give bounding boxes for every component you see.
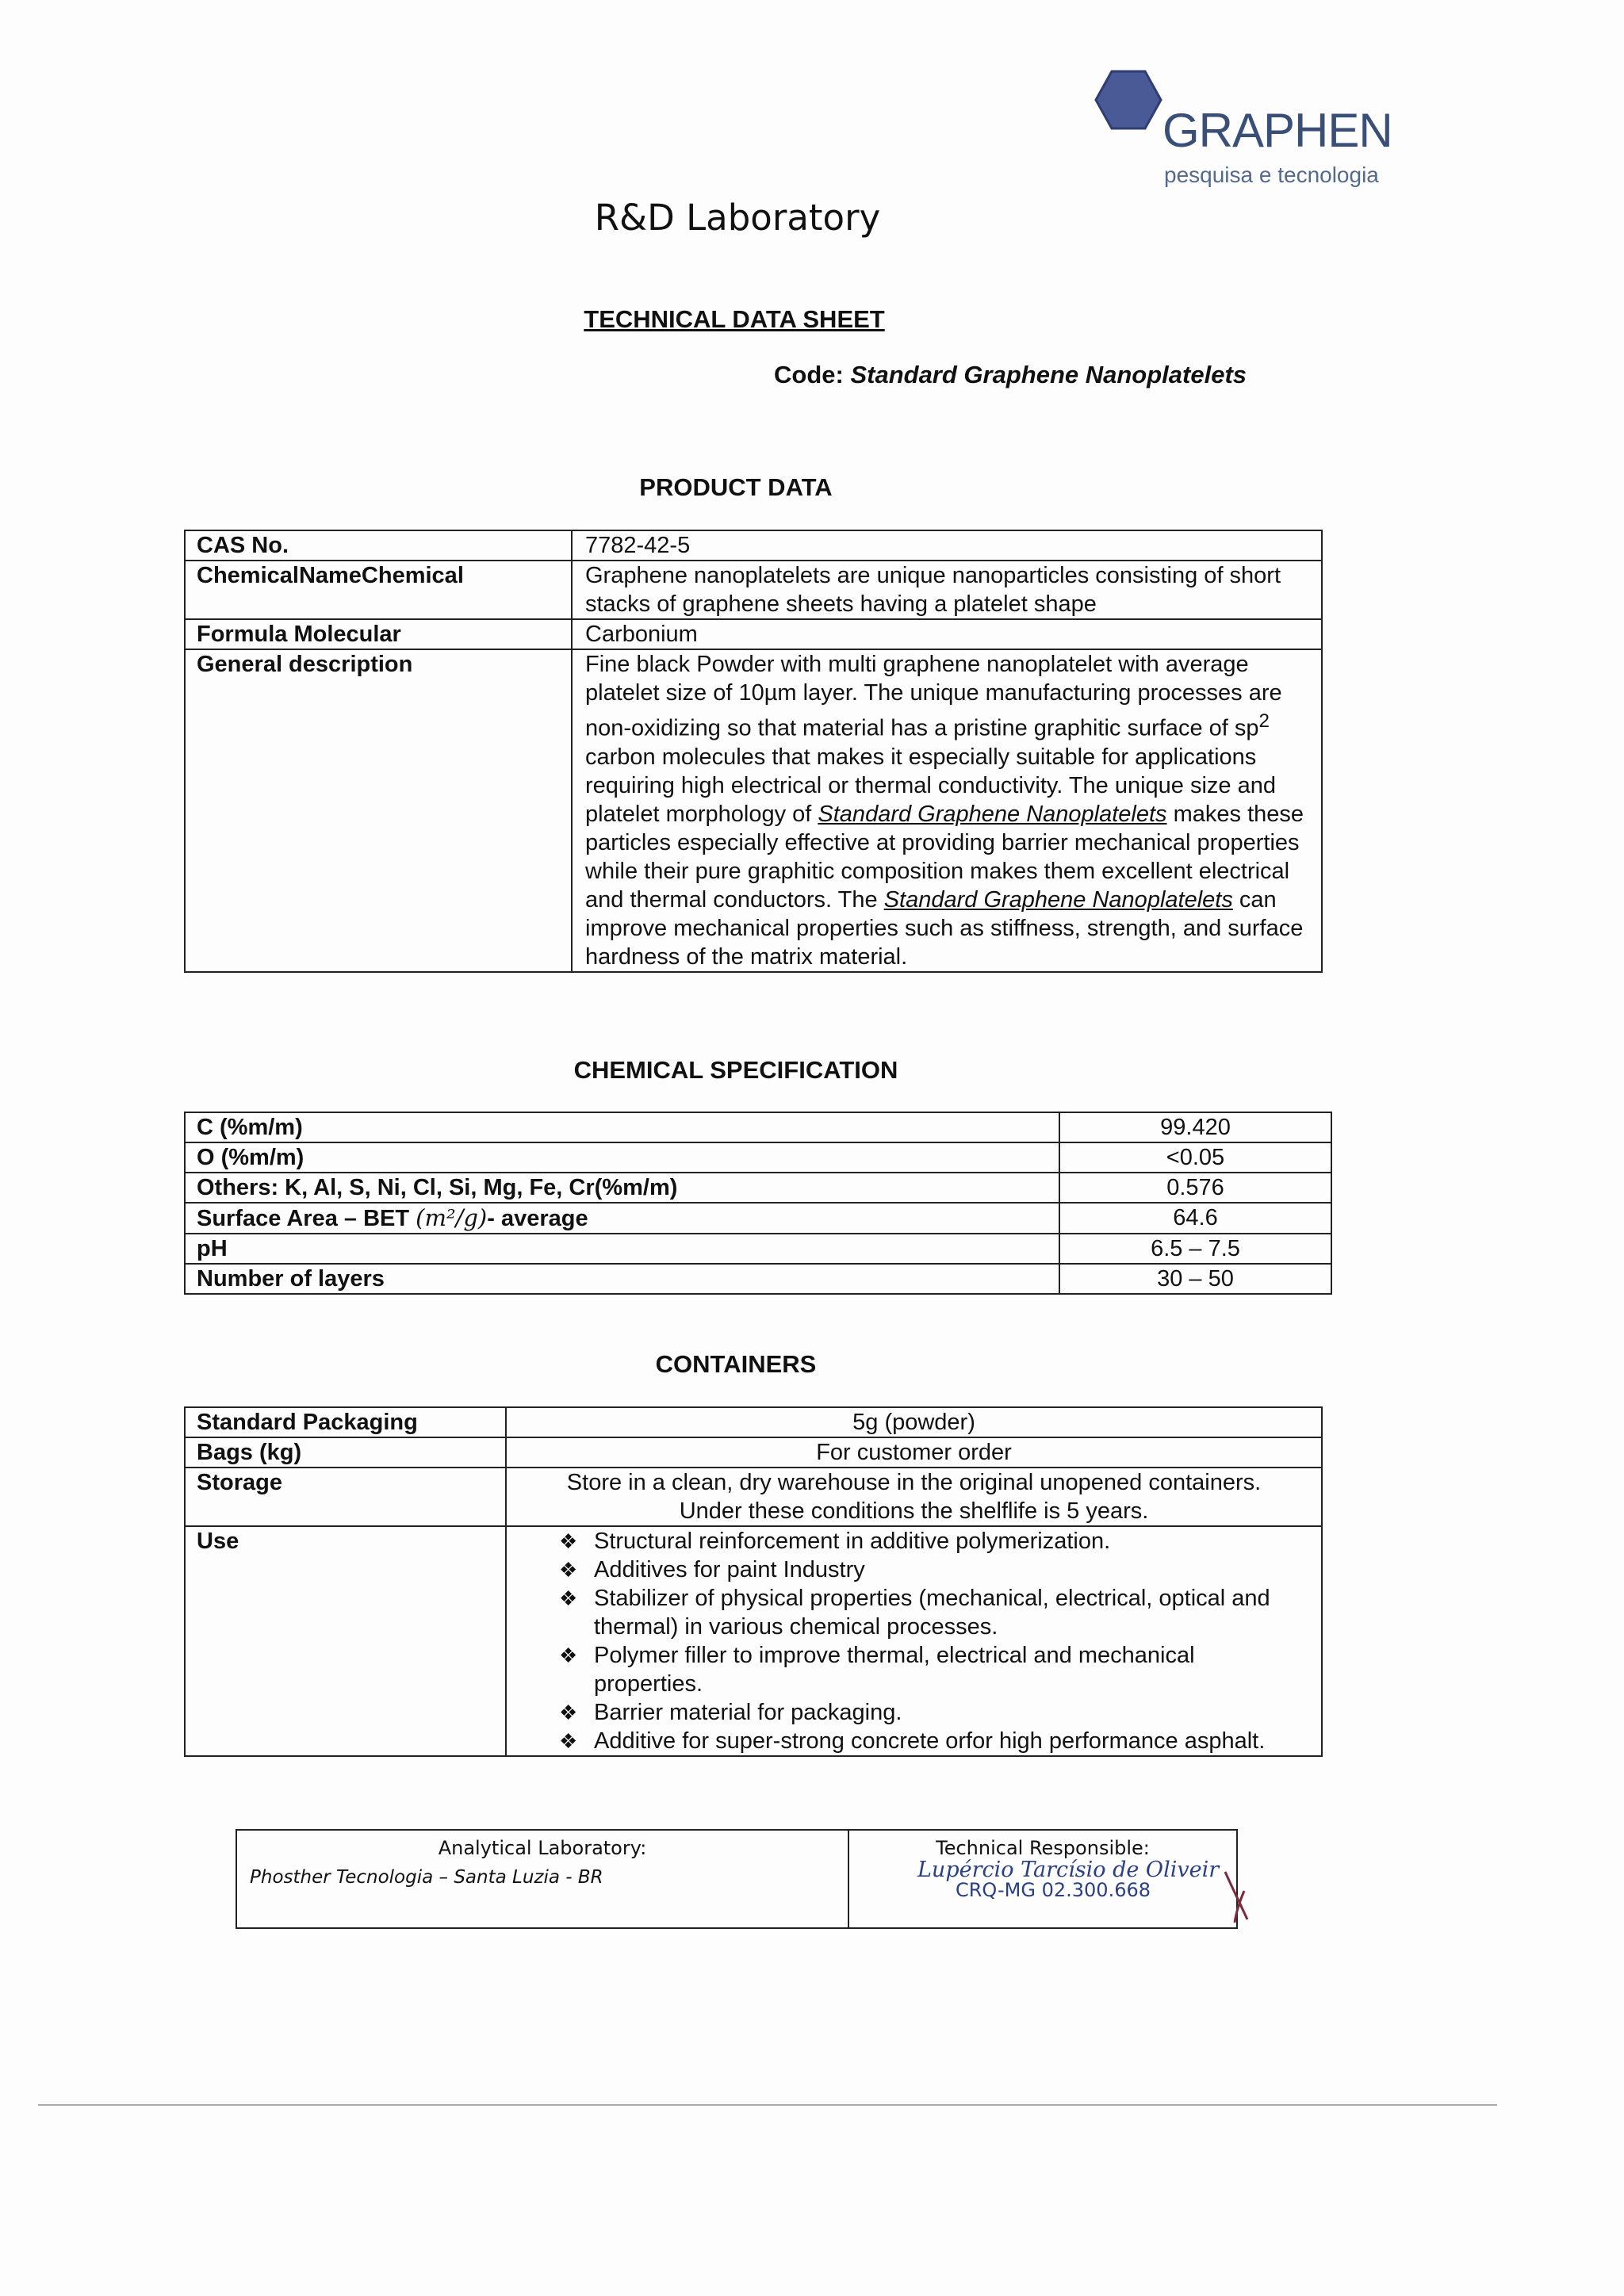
spec-label-text: Surface Area – BET [197, 1206, 416, 1231]
spec-label: C (%m/m) [185, 1112, 1059, 1142]
product-data-heading: PRODUCT DATA [639, 473, 833, 501]
code-value: Standard Graphene Nanoplatelets [850, 361, 1247, 388]
use-item-text: Barrier material for packaging. [594, 1700, 902, 1725]
bags-label: Bags (kg) [185, 1437, 506, 1468]
logo-name: GRAPHEN [1162, 104, 1392, 157]
chemical-name-label: ChemicalNameChemical [185, 561, 572, 619]
chemical-name-value: Graphene nanoplatelets are unique nanoparticles consisting of short stacks of graphene sheets having a platelet shape [572, 561, 1322, 619]
signature-stroke-icon [1220, 1867, 1252, 1924]
table-row [185, 1203, 1331, 1234]
spec-label-unit: (m²/g) [416, 1204, 488, 1231]
table-row [185, 1407, 1322, 1437]
spec-label: Others: K, Al, S, Ni, Cl, Si, Mg, Fe, Cr(%m/m) [185, 1173, 1059, 1203]
description-text: carbon molecules that makes it especially suitable for applications requiring high electrical or thermal conductivity. The unique size and platelet morphology of [585, 744, 1277, 827]
table-row [185, 1173, 1331, 1203]
spec-value: 30 – 50 [1059, 1264, 1331, 1294]
spec-value: 0.576 [1059, 1173, 1331, 1203]
use-item-text: Structural reinforcement in additive polymerization. [594, 1529, 1111, 1554]
list-item [559, 1641, 1294, 1698]
sheet-title: TECHNICAL DATA SHEET [584, 305, 885, 333]
use-list [518, 1527, 1310, 1755]
use-item-text: Additives for paint Industry [594, 1557, 865, 1582]
storage-label: Storage [185, 1468, 506, 1526]
description-label: General description [185, 649, 572, 972]
diamond-bullet-icon: ❖ [559, 1558, 578, 1582]
diamond-bullet-icon: ❖ [559, 1529, 578, 1553]
table-row [185, 1234, 1331, 1264]
table-row [185, 619, 1322, 649]
table-row [185, 1112, 1331, 1142]
table-row [185, 1437, 1322, 1468]
use-item-text: Additive for super-strong concrete orfor high performance asphalt. [594, 1728, 1266, 1754]
spec-label: O (%m/m) [185, 1142, 1059, 1173]
graphen-hexagon-logo-icon [1094, 70, 1162, 130]
description-text: can improve mechanical properties such as stiffness, strength, and surface hardness of the matrix material. [585, 886, 1304, 970]
spec-label: Number of layers [185, 1264, 1059, 1294]
analytical-lab-value: Phosther Tecnologia – Santa Luzia - BR [250, 1867, 603, 1888]
signature-name: Lupércio Tarcísio de Oliveir [917, 1858, 1220, 1882]
spec-label: pH [185, 1234, 1059, 1264]
list-item [559, 1698, 1294, 1727]
chemical-spec-heading: CHEMICAL SPECIFICATION [573, 1056, 898, 1084]
table-row [185, 1526, 1322, 1756]
table-row [236, 1830, 1237, 1928]
table-row [185, 561, 1322, 619]
table-row [185, 649, 1322, 972]
cas-value: 7782-42-5 [572, 530, 1322, 561]
bags-value: For customer order [506, 1437, 1322, 1468]
packaging-label: Standard Packaging [185, 1407, 506, 1437]
spec-value: 6.5 – 7.5 [1059, 1234, 1331, 1264]
spec-label-text: - average [487, 1206, 588, 1231]
technical-responsible-cell [848, 1830, 1237, 1928]
signature-table [236, 1829, 1238, 1929]
table-row [185, 1264, 1331, 1294]
product-name-reference: Standard Graphene Nanoplatelets [883, 886, 1233, 913]
storage-value [506, 1468, 1322, 1526]
use-label: Use [185, 1526, 506, 1756]
product-data-table [184, 530, 1323, 973]
table-row [185, 530, 1322, 561]
formula-value: Carbonium [572, 619, 1322, 649]
logo-tagline: pesquisa e tecnologia [1164, 163, 1379, 187]
list-item [559, 1527, 1294, 1556]
use-item-text: Stabilizer of physical properties (mechanical, electrical, optical and thermal) in various chemical processes. [594, 1586, 1270, 1640]
use-value [506, 1526, 1322, 1756]
table-row [185, 1468, 1322, 1526]
lab-title: R&D Laboratory [594, 197, 881, 239]
use-item-text: Polymer filler to improve thermal, electrical and mechanical properties. [594, 1643, 1195, 1697]
product-code [774, 361, 1247, 389]
description-text: Fine black Powder with multi graphene nanoplatelet with average platelet size of 10µm layer. The unique manufacturing processes are non-oxidizing so that material has a pristine graphitic surface of sp [585, 652, 1282, 741]
spec-value: 64.6 [1059, 1203, 1331, 1234]
diamond-bullet-icon: ❖ [559, 1701, 578, 1724]
technical-responsible-label: Technical Responsible: [936, 1837, 1150, 1859]
page-bottom-rule [38, 2104, 1497, 2106]
analytical-lab-label: Analytical Laboratory: [438, 1837, 647, 1859]
spec-value: <0.05 [1059, 1142, 1331, 1173]
diamond-bullet-icon: ❖ [559, 1586, 578, 1610]
packaging-value: 5g (powder) [506, 1407, 1322, 1437]
storage-line: Under these conditions the shelflife is 5 years. [679, 1498, 1149, 1524]
chemical-spec-table [184, 1112, 1332, 1295]
list-item [559, 1556, 1294, 1584]
containers-heading: CONTAINERS [655, 1350, 817, 1378]
product-name-reference: Standard Graphene Nanoplatelets [818, 801, 1167, 827]
cas-label: CAS No. [185, 530, 572, 561]
spec-value: 99.420 [1059, 1112, 1331, 1142]
list-item [559, 1584, 1294, 1641]
list-item [559, 1727, 1294, 1755]
diamond-bullet-icon: ❖ [559, 1729, 578, 1753]
diamond-bullet-icon: ❖ [559, 1644, 578, 1667]
formula-label: Formula Molecular [185, 619, 572, 649]
code-label: Code: [774, 361, 844, 388]
description-superscript: 2 [1258, 710, 1270, 732]
spec-label [185, 1203, 1059, 1234]
table-row [185, 1142, 1331, 1173]
signature-crq: CRQ-MG 02.300.668 [956, 1879, 1151, 1901]
analytical-lab-cell [236, 1830, 848, 1928]
description-value [572, 649, 1322, 972]
containers-table [184, 1406, 1323, 1757]
storage-line: Store in a clean, dry warehouse in the original unopened containers. [566, 1470, 1262, 1495]
description-text: makes these particles especially effective at providing barrier mechanical properties while their pure graphitic composition makes them excellent electrical and thermal conductors. The [585, 801, 1304, 913]
